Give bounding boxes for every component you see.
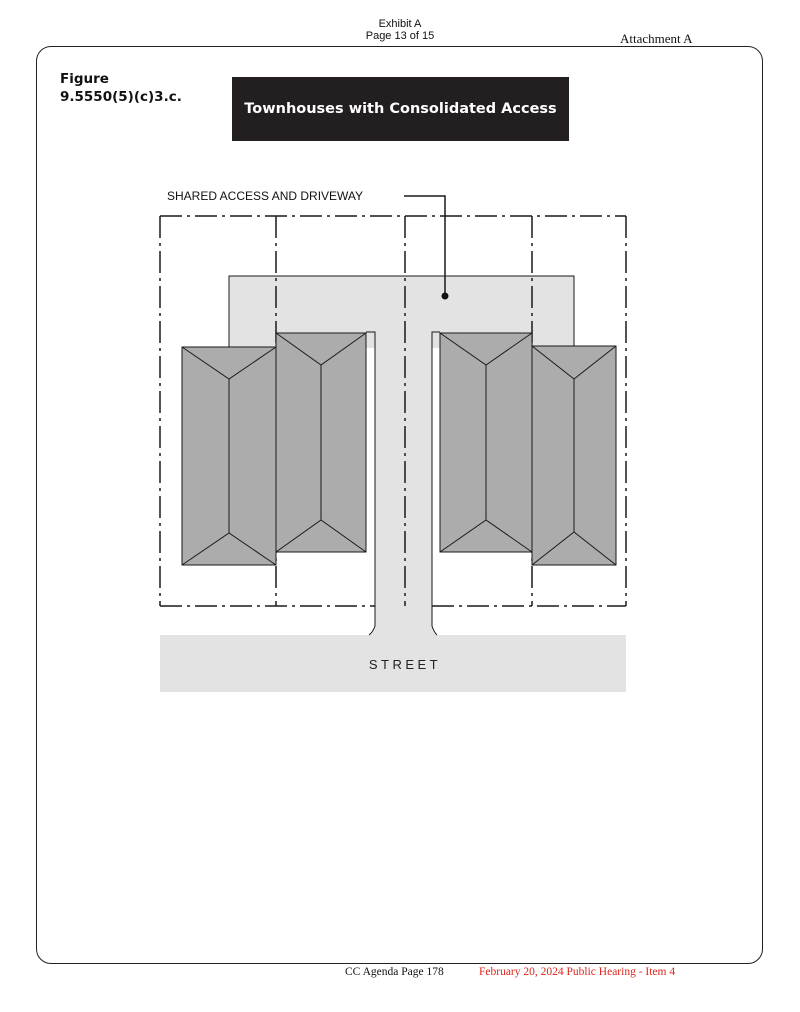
street-label: STREET [368, 657, 442, 672]
townhouse-1 [182, 347, 276, 565]
callout-dot [442, 293, 449, 300]
figure-number: 9.5550(5)(c)3.c. [60, 89, 182, 105]
attachment-label: Attachment A [620, 31, 693, 46]
hearing-note: February 20, 2024 Public Hearing - Item 4 [479, 966, 676, 978]
townhouse-2 [276, 333, 366, 552]
agenda-page: CC Agenda Page 178 [345, 966, 444, 978]
figure-label-line1: Figure [60, 71, 109, 87]
townhouse-4 [532, 346, 616, 565]
figure-title: Townhouses with Consolidated Access [244, 101, 557, 117]
callout-label: SHARED ACCESS AND DRIVEWAY [167, 189, 364, 203]
driveway-stem-edge-right [432, 332, 440, 635]
exhibit-title: Exhibit A [378, 18, 422, 30]
townhouse-3 [440, 333, 532, 552]
page-number: Page 13 of 15 [365, 30, 435, 42]
driveway-stem-edge-left [366, 332, 375, 635]
